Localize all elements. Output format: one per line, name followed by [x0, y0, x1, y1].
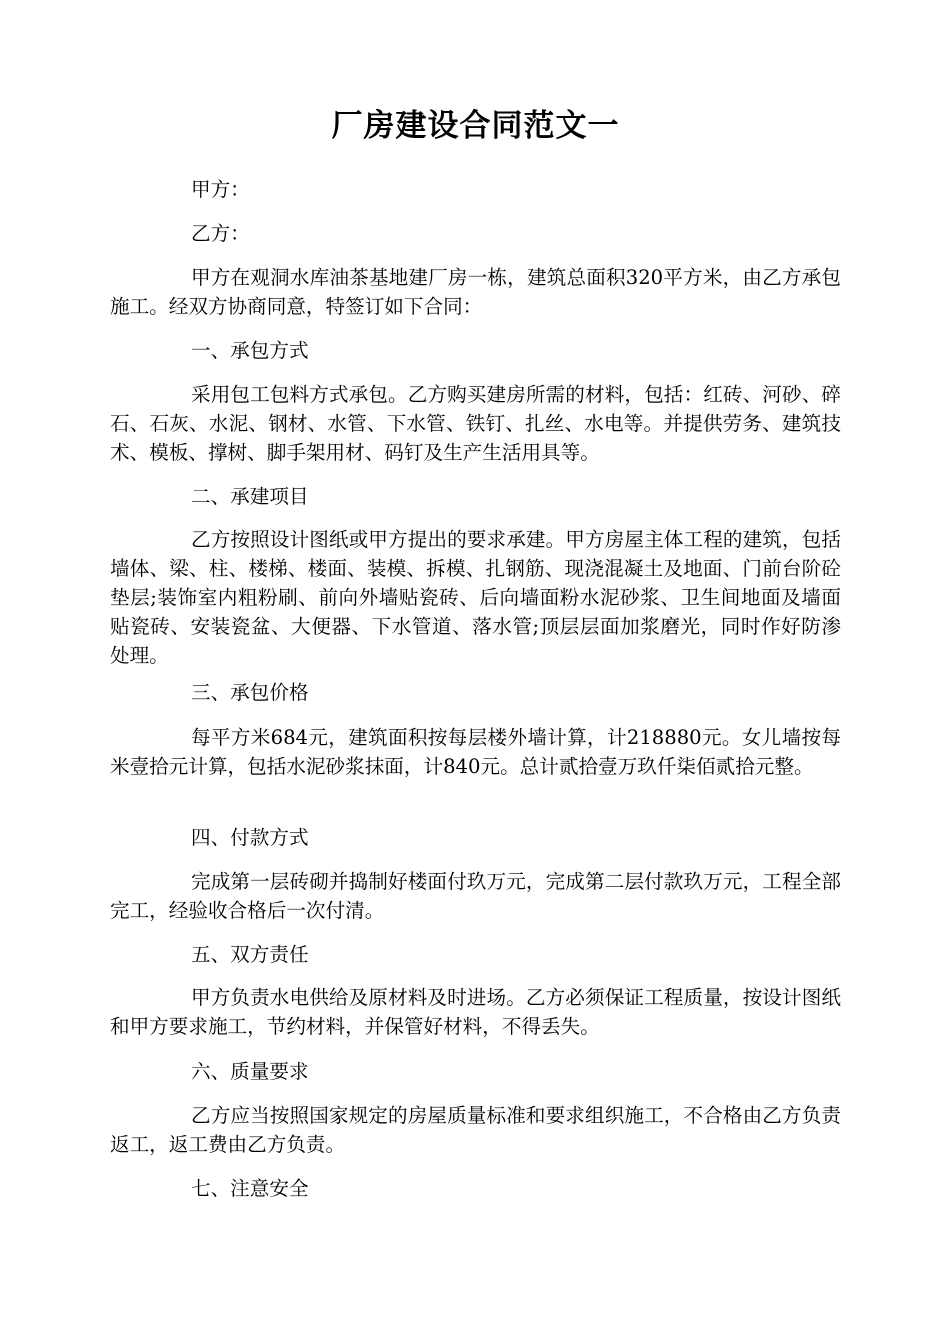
party-a-label: 甲方： — [191, 178, 250, 201]
section-heading-3: 三、承包价格 — [191, 681, 309, 704]
section-body-5: 甲方负责水电供给及原材料及时进场。乙方必须保证工程质量，按设计图纸和甲方要求施工，节约材料，并保管好材料，不得丢失。 — [110, 986, 841, 1038]
section-heading-4: 四、付款方式 — [191, 826, 309, 849]
section-body-3: 每平方米684元，建筑面积按每层楼外墙计算，计218880元。女儿墙按每米壹拾元计算，包括水泥砂浆抹面，计840元。总计贰拾壹万玖仟柒佰贰拾元整。 — [110, 726, 841, 778]
section-body-4: 完成第一层砖砌并捣制好楼面付玖万元，完成第二层付款玖万元，工程全部完工，经验收合格后一次付清。 — [110, 870, 841, 922]
section-body-2: 乙方按照设计图纸或甲方提出的要求承建。甲方房屋主体工程的建筑，包括墙体、梁、柱、楼梯、楼面、装模、拆模、扎钢筋、现浇混凝土及地面、门前台阶砼垫层;装饰室内粗粉刷、前向外墙贴瓷砖、后向墙面粉水泥砂浆、卫生间地面及墙面贴瓷砖、安装瓷盆、大便器、下水管道、落水管;顶层层面加浆磨光，同时作好防渗处理。 — [110, 528, 841, 667]
document-title: 厂房建设合同范文一 — [331, 108, 620, 144]
section-heading-2: 二、承建项目 — [191, 485, 309, 508]
party-b-label: 乙方： — [191, 222, 250, 245]
section-heading-6: 六、质量要求 — [191, 1060, 309, 1083]
section-body-6: 乙方应当按照国家规定的房屋质量标准和要求组织施工，不合格由乙方负责返工，返工费由乙方负责。 — [110, 1104, 841, 1156]
section-heading-5: 五、双方责任 — [191, 943, 309, 966]
section-body-1: 采用包工包料方式承包。乙方购买建房所需的材料，包括：红砖、河砂、碎石、石灰、水泥、钢材、水管、下水管、铁钉、扎丝、水电等。并提供劳务、建筑技术、模板、撑树、脚手架用材、码钉及生产生活用具等。 — [110, 383, 841, 464]
section-heading-1: 一、承包方式 — [191, 339, 309, 362]
intro-paragraph: 甲方在观洞水库油茶基地建厂房一栋，建筑总面积320平方米，由乙方承包施工。经双方协商同意，特签订如下合同： — [110, 266, 841, 318]
section-heading-7: 七、注意安全 — [191, 1177, 309, 1200]
